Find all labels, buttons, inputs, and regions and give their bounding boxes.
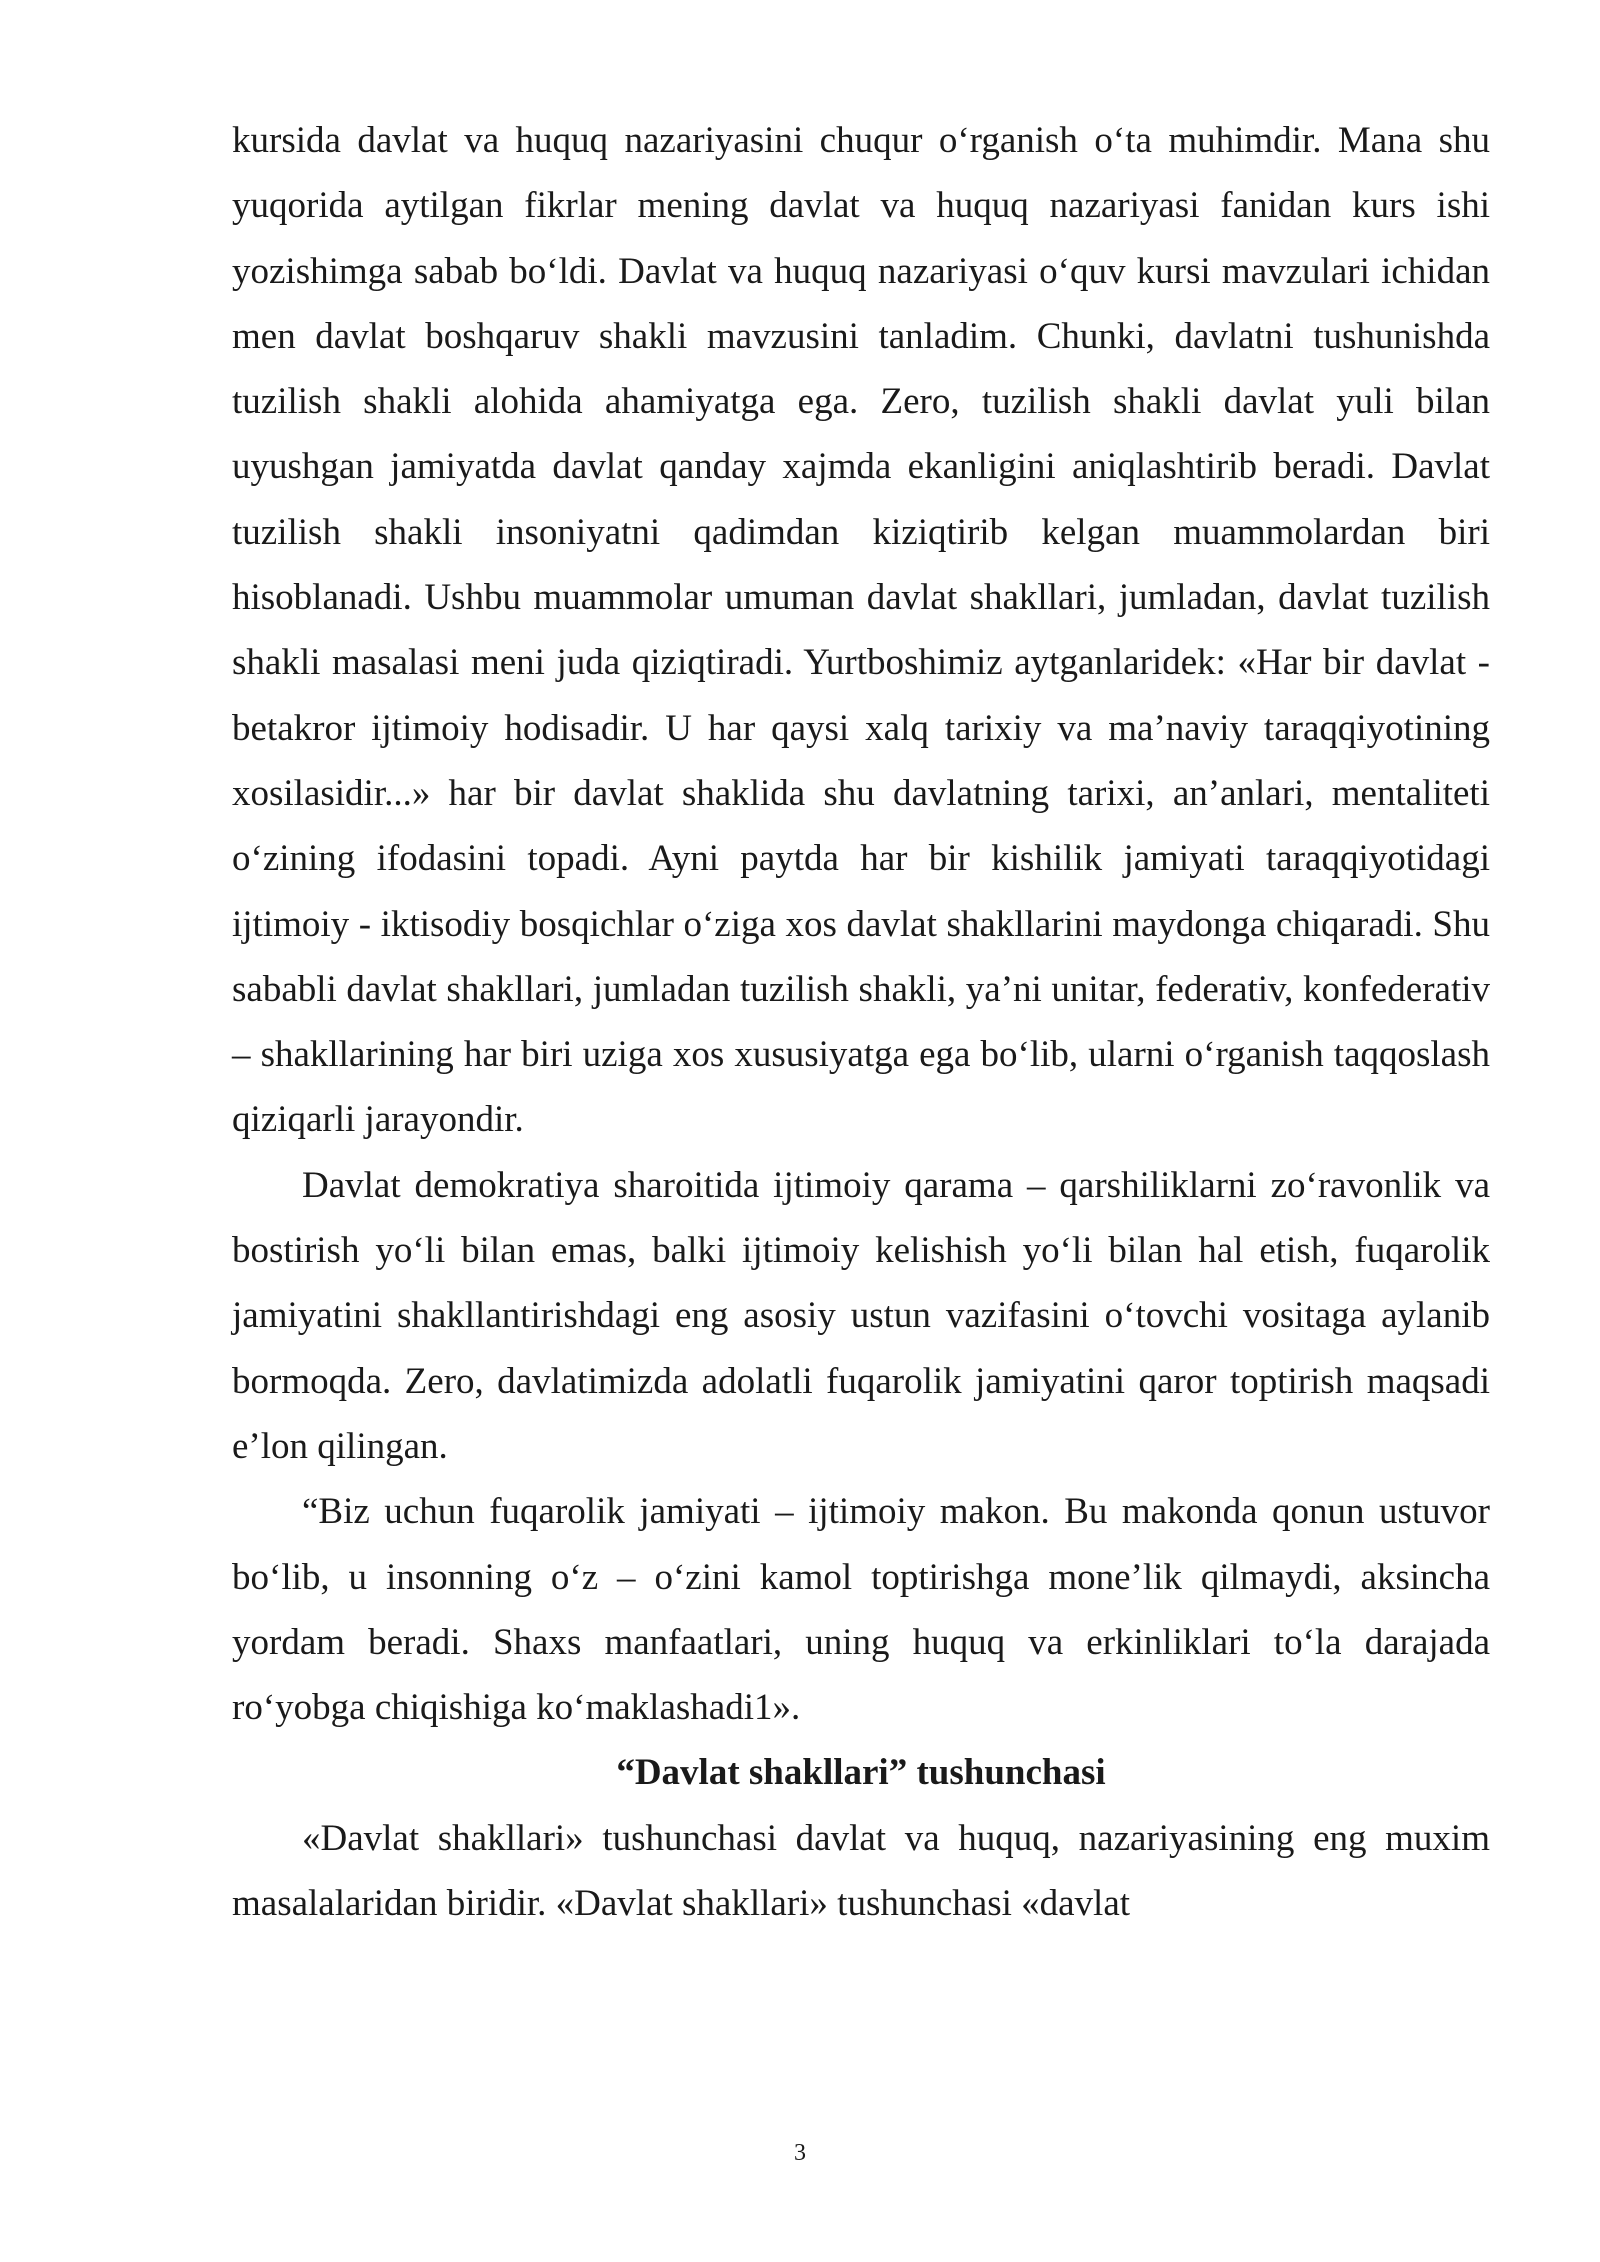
page-number: 3 [794, 2140, 806, 2166]
body-paragraph-1: kursida davlat va huquq nazariyasini chuqur o‘rganish o‘ta muhimdir. Mana shu yuqorida aytilgan fikrlar mening davlat va huquq nazariyasi fanidan kurs ishi yozishimga sabab bo‘ldi. Davlat va huquq nazariyasi o‘quv kursi mavzulari ichidan men davlat boshqaruv shakli mavzusini tanladim. Chunki, davlatni tushunishda tuzilish shakli alohida ahamiyatga ega. Zero, tuzilish shakli davlat yuli bilan uyushgan jamiyatda davlat qanday xajmda ekanligini aniqlashtirib beradi. Davlat tuzilish shakli insoniyatni qadimdan kiziqtirib kelgan muammolardan biri hisoblanadi. Ushbu muammolar umuman davlat shakllari, jumladan, davlat tuzilish shakli masalasi meni juda qiziqtiradi. Yurtboshimiz aytganlaridek: «Har bir davlat - betakror ijtimoiy hodisadir. U har qaysi xalq tarixiy va ma’naviy taraqqiyotining xosilasidir...» har bir davlat shaklida shu davlatning tarixi, an’anlari, mentaliteti o‘zining ifodasini topadi. Ayni paytda har bir kishilik jamiyati taraqqiyotidagi ijtimoiy - iktisodiy bosqichlar o‘ziga xos davlat shakllarini maydonga chiqaradi. Shu sababli davlat shakllari, jumladan tuzilish shakli, ya’ni unitar, federativ, konfederativ – shakllarining har biri uziga xos xususiyatga ega bo‘lib, ularni o‘rganish taqqoslash qiziqarli jarayondir. [232, 120, 1490, 1141]
body-paragraph-3: “Biz uchun fuqarolik jamiyati – ijtimoiy makon. Bu makonda qonun ustuvor bo‘lib, u insonning o‘z – o‘zini kamol toptirishga mone’lik qilmaydi, aksincha yordam beradi. Shaxs manfaatlari, uning huquq va erkinliklari to‘la darajada ro‘yobga chiqishiga ko‘maklashadi1». [232, 1491, 1490, 1729]
document-page [232, 108, 1490, 1936]
body-paragraph-2: Davlat demokratiya sharoitida ijtimoiy qarama – qarshiliklarni zo‘ravonlik va bostirish yo‘li bilan emas, balki ijtimoiy kelishish yo‘li bilan hal etish, fuqarolik jamiyatini shakllantirishdagi eng asosiy ustun vazifasini o‘tovchi vositaga aylanib bormoqda. Zero, davlatimizda adolatli fuqarolik jamiyatini qaror toptirish maqsadi e’lon qilingan. [232, 1164, 1490, 1467]
body-paragraph-4: «Davlat shakllari» tushunchasi davlat va huquq, nazariyasining eng muxim masalalaridan biridir. «Davlat shakllari» tushunchasi «davlat [232, 1817, 1490, 1925]
section-heading: “Davlat shakllari” tushunchasi [616, 1752, 1106, 1794]
